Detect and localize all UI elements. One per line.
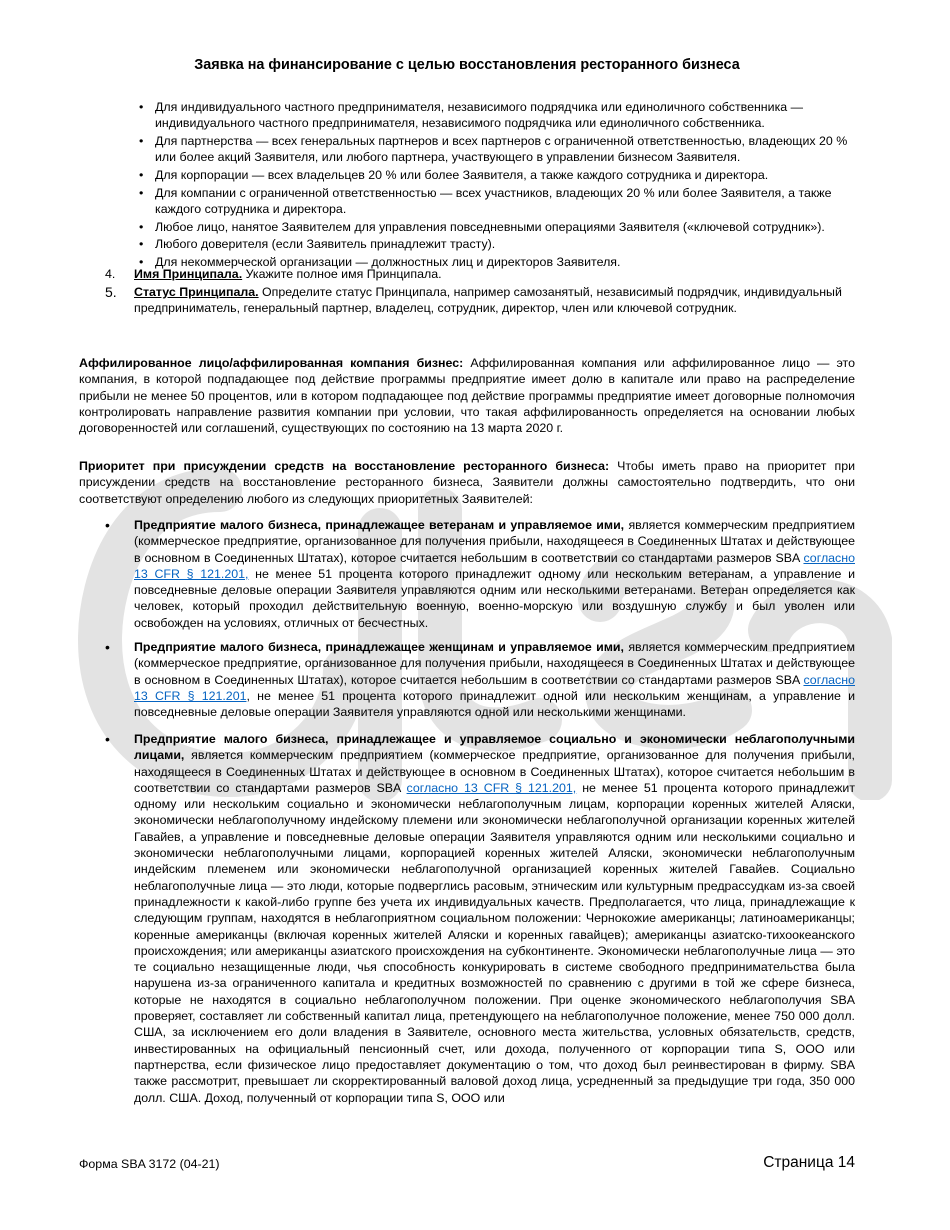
bullet-icon: • [139, 185, 144, 200]
item-number: 4. [105, 267, 116, 281]
bullet-label: Предприятие малого бизнеса, принадлежащее и управляемое социально и экономически неблагополучными лицами, [134, 732, 855, 763]
list-item [79, 639, 855, 720]
principal-definitions-list [79, 99, 855, 272]
list-item [79, 731, 855, 1106]
bullet-icon: • [105, 639, 110, 655]
numbered-item-principal-name [79, 266, 855, 282]
priority-bullets-women [79, 639, 855, 720]
list-item [79, 167, 855, 183]
document-title: Заявка на финансирование с целью восстановления ресторанного бизнеса [194, 57, 740, 73]
bullet-icon: • [139, 100, 144, 114]
bullet-text: является коммерческим предприятием (коммерческое предприятие, организованное для получения прибыли, находящееся в Соединенных Штатах и действующее в основном в Соединенных Штатах), которое считается небольшим в соответствии со стандартами размеров SBA [134, 518, 855, 565]
bullet-label: Предприятие малого бизнеса, принадлежащее ветеранам и управляемое ими, [134, 518, 625, 532]
list-item-text: Для корпорации — всех владельцев 20 % или более Заявителя, а также каждого сотрудника и директора. [155, 167, 769, 182]
bullet-icon: • [139, 237, 144, 252]
cfr-link[interactable]: согласно 13 CFR § 121.201, [134, 550, 855, 581]
priority-label: Приоритет при присуждении средств на восстановление ресторанного бизнеса: [79, 459, 610, 473]
item-label: Имя Принципала. [134, 267, 243, 281]
cfr-link[interactable]: согласно 13 CFR § 121.201, [406, 780, 577, 795]
list-item-text: Для компании с ограниченной ответственностью — всех участников, владеющих 20 % или более Заявителя, а также каждого сотрудника и директора. [155, 185, 832, 216]
principal-fields-list [79, 266, 855, 318]
list-item [79, 236, 855, 252]
item-text: Определите статус Принципала, например самозанятый, независимый подрядчик, индивидуальный предприниматель, генеральный партнер, владелец, сотрудник, директор, член или ключевой сотрудник. [134, 284, 842, 315]
priority-definition [79, 458, 855, 507]
page-number: Страница 14 [763, 1154, 855, 1171]
affiliate-definition [79, 355, 855, 436]
affiliate-text: Аффилированная компания или аффилированное лицо — это компания, в которой подпадающее под действие программы предприятие имеет долю в капитале или право на распределение прибыли не менее 50 процентов, или в котором подпадающее под действие программы предприятие имеет договорные полномочия контролировать направление развития компании при условии, что такая аффилированность определяется на основании любых договоренностей или соглашений, существующих по состоянию на 13 марта 2020 г. [79, 356, 855, 436]
bullet-text: является коммерческим предприятием (коммерческое предприятие, организованное для получения прибыли, находящееся в Соединенных Штатах и действующее в основном в Соединенных Штатах), которое считается небольшим в соответствии со стандартами размеров SBA [134, 748, 855, 795]
item-number: 5. [105, 283, 117, 300]
affiliate-label: Аффилированное лицо/аффилированная компания бизнес: [79, 356, 464, 370]
bullet-label: Предприятие малого бизнеса, принадлежащее женщинам и управляемое ими, [134, 640, 624, 654]
list-item-text: Для некоммерческой организации — должностных лиц и директоров Заявителя. [155, 255, 621, 270]
priority-bullets-disadvantaged [79, 731, 855, 1106]
list-item-text: Любого доверителя (если Заявитель принадлежит трасту). [155, 237, 496, 252]
list-item [79, 99, 855, 132]
bullet-icon: • [139, 167, 144, 182]
bullet-icon: • [105, 731, 110, 747]
item-text: Укажите полное имя Принципала. [242, 267, 442, 281]
bullet-text: является коммерческим предприятием (коммерческое предприятие, организованное для получения прибыли, находящееся в Соединенных Штатах и действующее в основном в Соединенных Штатах), которое считается небольшим в соответствии со стандартами размеров SBA [134, 640, 855, 687]
bullet-icon: • [105, 517, 110, 533]
list-item [79, 517, 855, 631]
numbered-item-principal-status [79, 284, 855, 317]
bullet-text: не менее 51 процента которого принадлежит одному или нескольким социально и экономически неблагополучным лицам, корпорации коренных жителей Аляски, экономически неблагополучному индейскому племени или экономически неблагополучной организации коренных жителей Гавайев, а управление и повседневные деловые операции Заявителя управляются одним или несколькими социально и экономически неблагополучными лицами, корпорацией коренных жителей Аляски, экономически неблагополучным индейским племенем или экономически неблагополучной организацией коренных жителей Гавайев. Социально неблагополучные лица — это люди, которые подверглись расовым, этническим или культурным предрассудкам из-за своей принадлежности к какой-либо группе без учета их индивидуальных качеств. Предполагается, что лица, принадлежащие к следующим группам, находятся в неблагоприятном социальном положении: Чернокожие американцы; латиноамериканцы; коренные американцы (включая коренных жителей Аляски и коренных гавайцев); американцы азиатско-тихоокеанского происхождения; или американцы азиатского происхождения на субконтиненте. Экономически неблагополучные лица — это те социально незащищенные люди, чья способность конкурировать в системе свободного предпринимательства была нарушена из-за ограниченного капитала и кредитных возможностей по сравнению с другими в той же сфере бизнеса, которые не находятся в социально неблагополучном положении. При оценке экономического неблагополучия SBA проверяет, составляет ли собственный капитал лица, претендующего на неблагополучное положение, менее 750 000 долл. США, за исключением его доли владения в Заявителе, основного места жительства, условных обязательств, средств, инвестированных на официальный пенсионный счет, или дохода, полученного от корпорации типа S, ООО или партнерства, если физическое лицо предоставляет документацию о том, что доход был реинвестирован в фирму. SBA также рассмотрит, превышает ли скорректированный валовой доход лица, усредненный за предыдущие три года, 350 000 долл. США. Доход, полученный от корпорации типа S, ООО или [134, 780, 855, 1105]
list-item [79, 219, 855, 235]
bullet-icon: • [139, 255, 144, 270]
cfr-link[interactable]: согласно 13 CFR § 121.201 [134, 672, 855, 703]
bullet-icon: • [139, 133, 144, 148]
list-item-text: Для индивидуального частного предпринимателя, независимого подрядчика или единоличного собственника — индивидуального частного предпринимателя, независимого подрядчика или единоличного собственника. [155, 100, 803, 131]
bullet-icon: • [139, 219, 144, 234]
priority-bullets-veterans [79, 517, 855, 631]
bullet-text: , не менее 51 процента которого принадлежит одной или нескольким женщинам, а управление и повседневные деловые операции Заявителя управляются одной или несколькими женщинами. [134, 688, 855, 720]
list-item-text: Любое лицо, нанятое Заявителем для управления повседневными операциями Заявителя («ключевой сотрудник»). [155, 219, 825, 234]
bullet-text: не менее 51 процента которого принадлежит одному или нескольким ветеранам, а управление и повседневные деловые операции Заявителя управляются одним или несколькими ветеранами. Ветеран определяется как человек, который проходил действительную военную, военно-морскую или воздушную службу и был уволен или освобожден на условиях, отличных от бесчестных. [134, 566, 855, 630]
item-label: Статус Принципала. [134, 284, 259, 299]
list-item-text: Для партнерства — всех генеральных партнеров и всех партнеров с ограниченной ответственностью, владеющих 20 % или более акций Заявителя, или любого партнера, участвующего в управлении бизнесом Заявителя. [155, 133, 848, 165]
list-item [79, 133, 855, 166]
form-number: Форма SBA 3172 (04-21) [79, 1157, 220, 1171]
list-item [79, 185, 855, 218]
priority-text: Чтобы иметь право на приоритет при присуждении средств на восстановление ресторанного бизнеса, Заявители должны самостоятельно подтвердить, что они соответствуют определению любого из следующих приоритетных Заявителей: [79, 459, 856, 506]
